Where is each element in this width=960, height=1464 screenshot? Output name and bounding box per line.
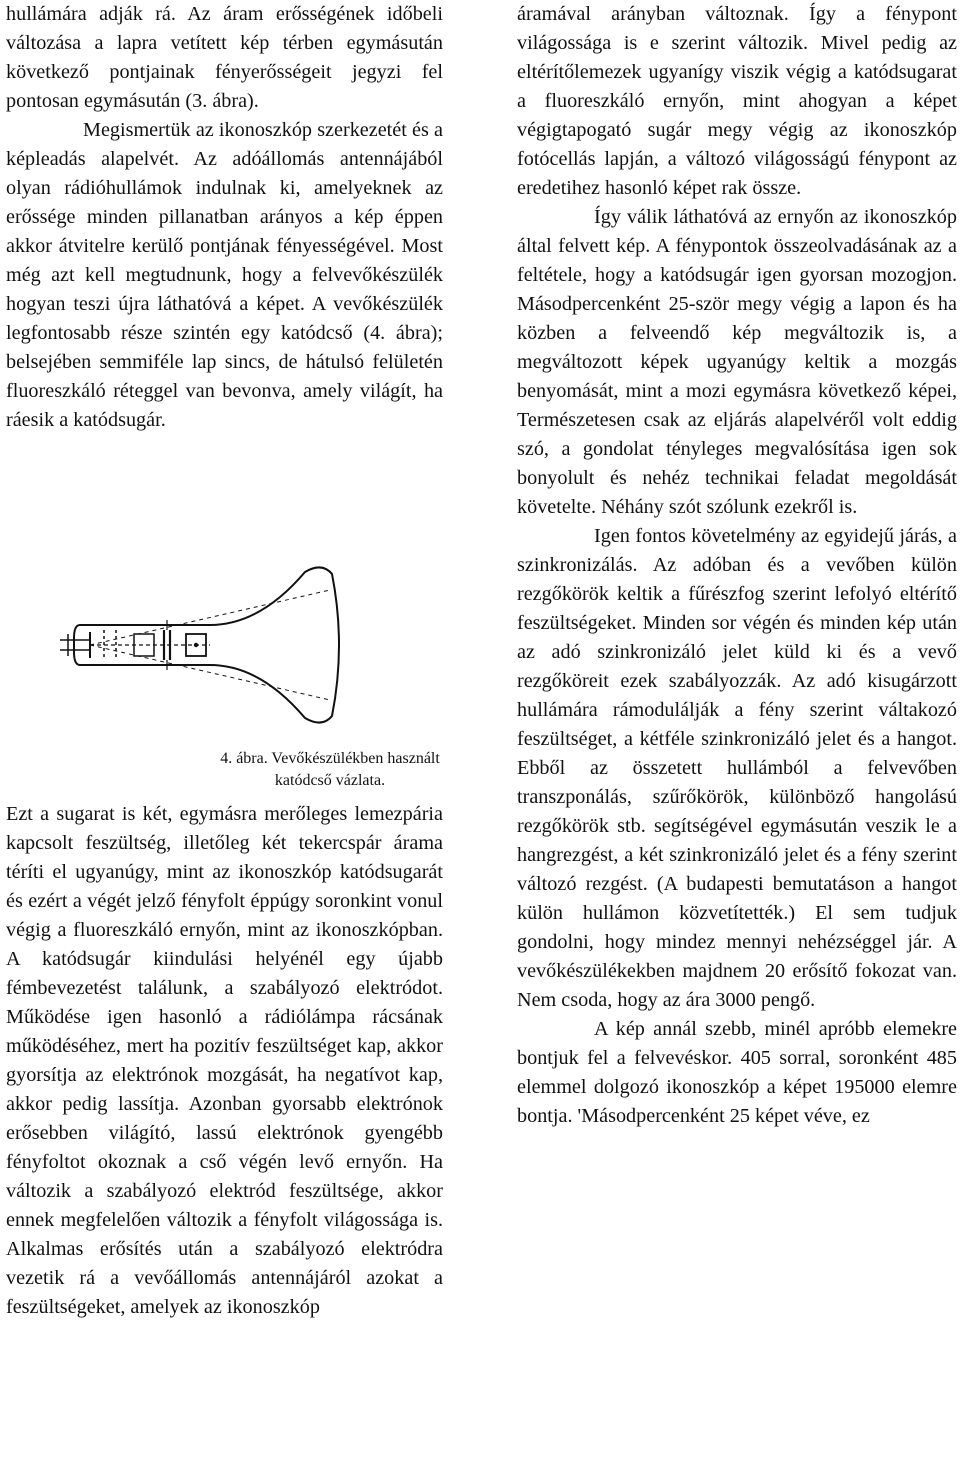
paragraph-synchronization: Igen fontos követelmény az egyidejű járás, a szinkronizálás. Az adóban és a vevőben külön rezgőkörök keltik a fűrészfog szerint lefolyó eltérítő feszültségeket. Minden sor végén és minden kép után az adó szinkronizáló jelet küld ki és a vevő rezgőköreit ezek szabályozzák. Az adó kisugárzott hullámára rámodulálják a fény szerint váltakozó feszültséget, a kétféle szinkronizáló jelet és a hangot. Ebből az összetett hullámból a felvevőben transzponálás, szűrőkörök, különböző hangolású rezgőkörök stb. segítségével egymásután veszik le a hangrezgést, a két szinkronizáló jelet és a fény szerint változó rezgést. (A budapesti bemutatáson a hangot külön hullámon közvetítették.) El sem tudjuk gondolni, hogy mindez mennyi nehézséggel jár. A vevőkészülékekben majdnem 20 erősítő fokozat van. Nem csoda, hogy az ára 3000 pengő.: [517, 525, 957, 1011]
paragraph-visible-image: Így válik láthatóvá az ernyőn az ikonoszkóp által felvett kép. A fénypontok összeolvadásának az a feltétele, hogy a katódsugár igen gyorsan mozogjon. Másodpercenként 25-ször megy végig a lapon és ha közben a felveendő kép megváltozik is, a megváltozott képek ugyanúgy keltik a mozgás benyomását, mint a mozi egymásra következő képei, Természetesen csak az eljárás alapelvéről volt eddig szó, a gondolat tényleges megvalósítása igen sok bonyolult és nehéz technikai feladat megoldását követelte. Néhány szót szólunk ezekről is.: [517, 206, 957, 518]
figure-caption: 4. ábra. Vevőkészülékben használt katódcső vázlata.: [220, 750, 440, 789]
focus-dot: [194, 643, 198, 647]
paragraph-brightness: áramával arányban változnak. Így a fénypont világossága is e szerint változik. Mivel pedig az eltérítőlemezek ugyanígy viszik végig a katódsugarat a fluoreszkáló ernyőn, mint ahogyan a képet végigtapogató sugár megy végig az ikonoszkóp fotócellás lapján, a változó világosságú fénypont az eredetihez hasonló képet rak össze.: [517, 3, 957, 199]
right-column: [517, 0, 957, 1131]
electron-beam-upper: [90, 590, 330, 645]
paragraph-receiver: Megismertük az ikonoszkóp szerkezetét és a képleadás alapelvét. Az adóállomás antennájából olyan rádióhullámok indulnak ki, amelyeknek az erőssége minden pillanatban arányos a kép éppen akkor átvitelre kerülő pontjának fényességével. Most még azt kell megtudnunk, hogy a felvevőkészülék hogyan teszi újra láthatóvá a képet. A vevőkészülék legfontosabb része szintén egy katódcső (4. ábra); belsejében semmiféle lap sincs, de hátulsó felületén fluoreszkáló réteggel van bevonva, amely világít, ha ráesik a katódsugár.: [6, 119, 443, 431]
anode: [134, 634, 154, 656]
cathode-ray-tube-diagram: [60, 560, 380, 730]
left-column-bottom: [6, 800, 443, 1322]
paragraph-beam-deflection: Ezt a sugarat is két, egymásra merőleges lemezpária kapcsolt feszültség, illetőleg két tekercspár árama téríti el ugyanúgy, mint az ikonoszkóp katódsugarát és ezért a végét jelző fényfolt éppúgy soronkint vonul végig a fluoreszkáló ernyőn, mint az ikonoszkópban. A katódsugár kiindulási helyénél egy újabb fémbevezetést találunk, a szabályozó elektródot. Működése igen hasonló a rádiólámpa rácsának működéséhez, mert ha pozitív feszültséget kap, akkor gyorsítja az elektrónok mozgását, ha negatívot kap, akkor pedig lassítja. Azonban gyorsabb elektrónok erősebben világító, lassú elektrónok gyengébb fényfoltot okoznak a cső végén levő ernyőn. Ha változik a szabályozó elektród feszültsége, akkor ennek megfelelően változik a fényfolt világossága is. Alkalmas erősítés után a szabályozó elektródra vezetik rá a vevőállomás antennájáról azokat a feszültségeket, amelyek az ikonoszkóp: [6, 803, 443, 1318]
paragraph-intro: hullámára adják rá. Az áram erősségének időbeli változása a lapra vetített kép térben egymásután következő pontjainak fényerősségeit jegyzi fel pontosan egymásután (3. ábra).: [6, 3, 443, 112]
left-column-top: [6, 0, 443, 435]
paragraph-resolution: A kép annál szebb, minél apróbb elemekre bontjuk fel a felvevéskor. 405 sorral, soronként 485 elemmel dolgozó ikonoszkóp a képet 195000 elemre bontja. 'Másodpercenként 25 képet véve, ez: [517, 1018, 957, 1127]
electron-beam-lower: [90, 645, 330, 700]
